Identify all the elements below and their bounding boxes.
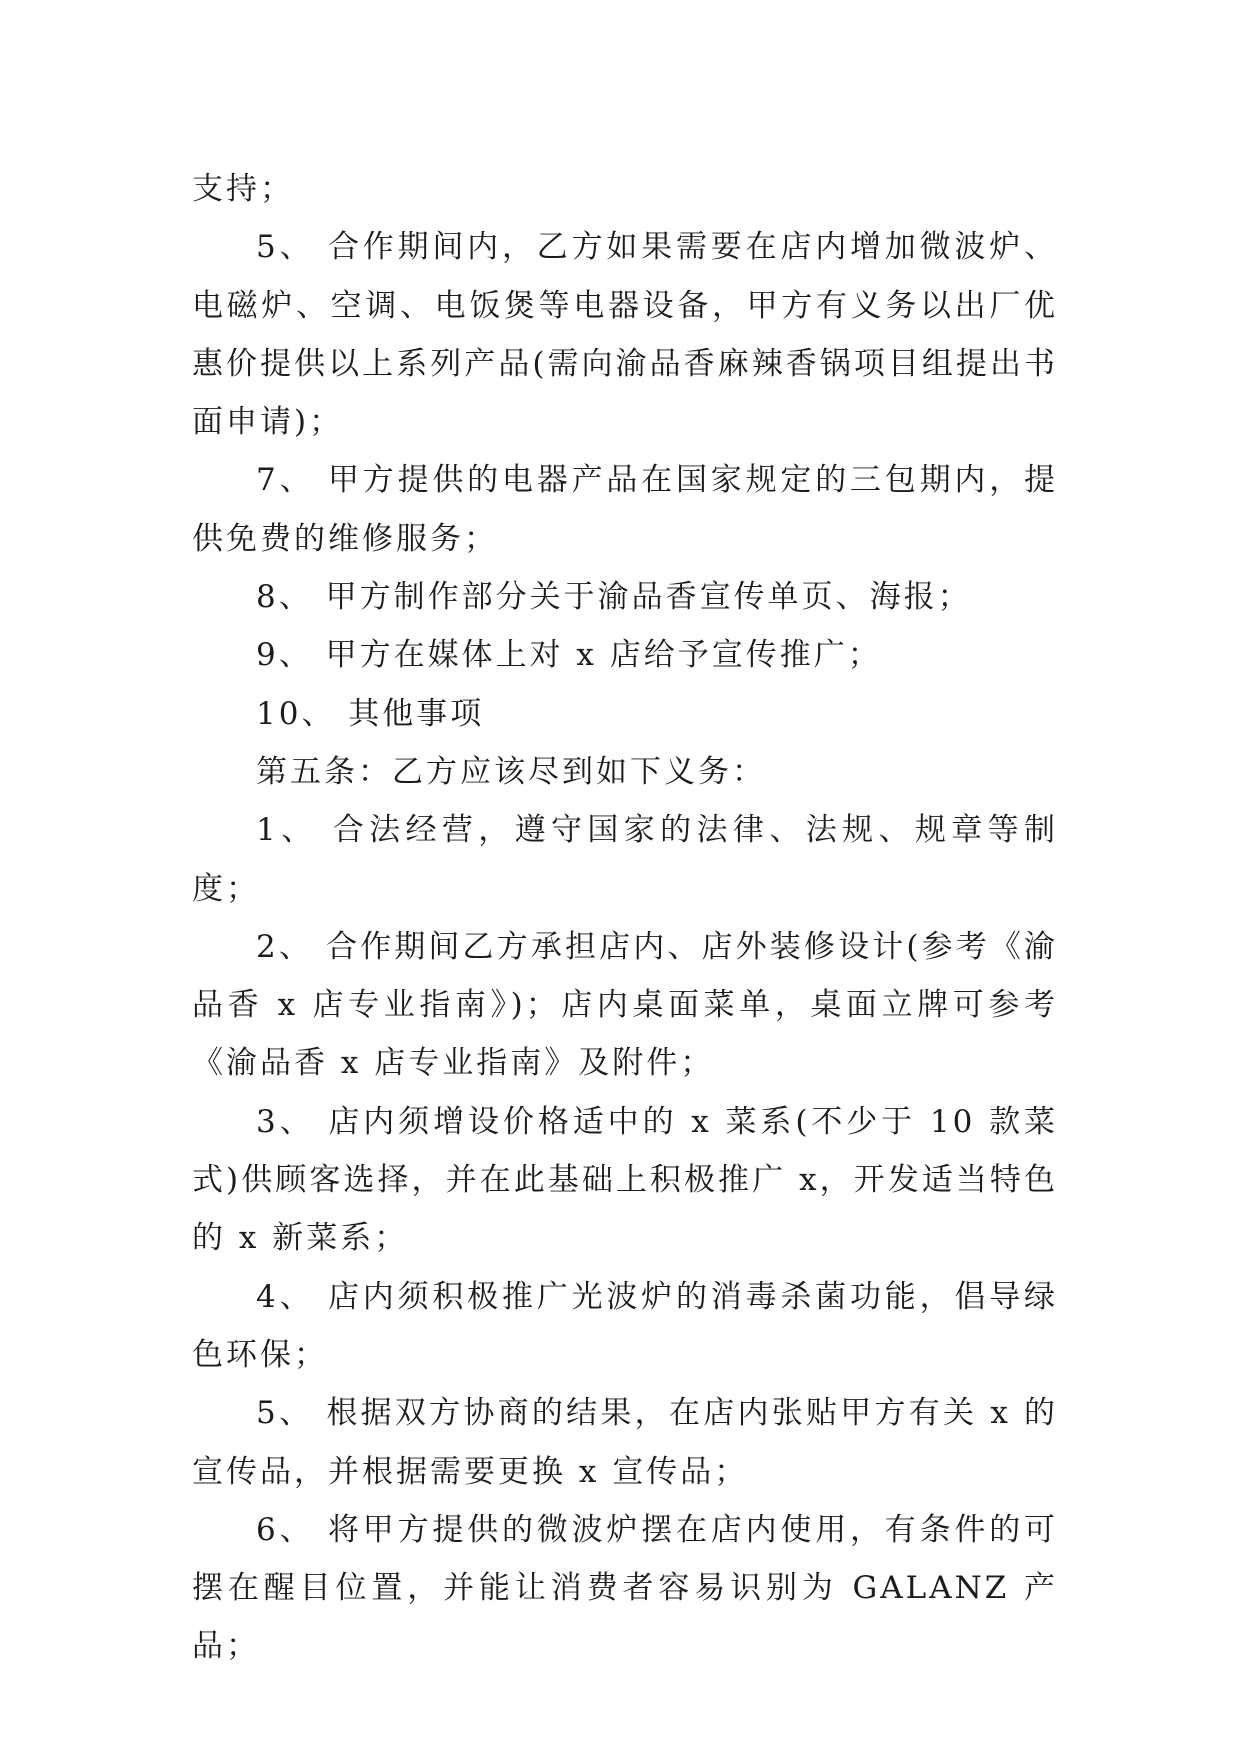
paragraph-item-10-other: 10、 其他事项 xyxy=(256,695,485,732)
paragraph-obligation-1: 1、 合法经营，遵守国家的法律、法规、规章等制度； xyxy=(192,812,1058,907)
paragraph-obligation-2: 2、 合作期间乙方承担店内、店外装修设计(参考《渝品香 x 店专业指南》)；店内桌面菜单，桌面立牌可参考《渝品香 x 店专业指南》及附件； xyxy=(192,928,1058,1082)
paragraph-support: 支持； xyxy=(192,171,294,207)
paragraph-obligation-4: 4、 店内须积极推广光波炉的消毒杀菌功能，倡导绿色环保； xyxy=(192,1278,1058,1373)
paragraph-obligation-3: 3、 店内须增设价格适中的 x 菜系(不少于 10 款菜式)供顾客选择，并在此基础上积极推广 x，开发适当特色的 x 新菜系； xyxy=(192,1103,1058,1257)
document-body xyxy=(192,160,1058,1676)
paragraph-obligation-5: 5、 根据双方协商的结果，在店内张贴甲方有关 x 的宣传品，并根据需要更换 x 宣传品； xyxy=(192,1395,1058,1490)
paragraph-item-7-warranty: 7、 甲方提供的电器产品在国家规定的三包期内，提供免费的维修服务； xyxy=(192,462,1058,557)
paragraph-obligation-6: 6、 将甲方提供的微波炉摆在店内使用，有条件的可摆在醒目位置，并能让消费者容易识别为 GALANZ 产品； xyxy=(192,1511,1058,1665)
paragraph-item-9-media: 9、 甲方在媒体上对 x 店给予宣传推广； xyxy=(256,637,882,674)
paragraph-item-8-promo-materials: 8、 甲方制作部分关于渝品香宣传单页、海报； xyxy=(256,579,972,616)
paragraph-article-5-heading: 第五条：乙方应该尽到如下义务： xyxy=(256,753,766,790)
paragraph-item-5-appliances: 5、 合作期间内，乙方如果需要在店内增加微波炉、电磁炉、空调、电饭煲等电器设备，甲方有义务以出厂优惠价提供以上系列产品(需向渝品香麻辣香锅项目组提出书面申请)； xyxy=(192,229,1058,441)
